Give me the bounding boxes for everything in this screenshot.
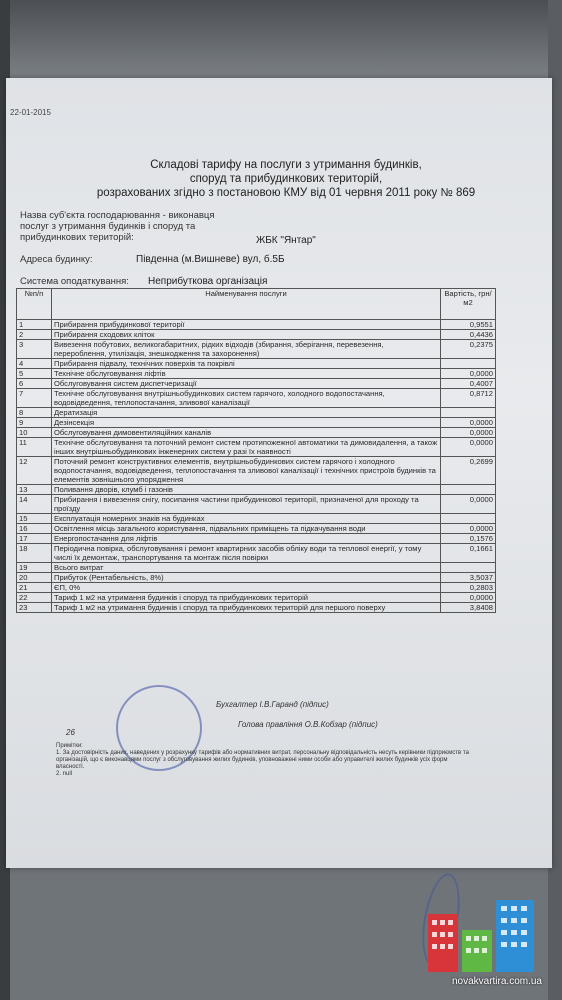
row-service-name: Дезінсекція [52, 418, 441, 428]
row-cost [441, 359, 496, 369]
watermark: novakvartira.com.ua [451, 976, 542, 987]
title-line-3: розрахованих згідно з постановою КМУ від 01 червня 2011 року № 869 [96, 187, 476, 199]
header-cost: Вартість, грн/м2 [441, 289, 496, 320]
row-number: 18 [17, 544, 52, 563]
table-row [17, 563, 496, 573]
footnotes [56, 743, 476, 778]
table-row [17, 418, 496, 428]
accountant-signature: Бухгалтер І.В.Гаранд (підпис) [216, 700, 329, 709]
table-row [17, 408, 496, 418]
row-cost: 0,0000 [441, 593, 496, 603]
table-row [17, 593, 496, 603]
table-row [17, 457, 496, 485]
tax-system-label: Система оподаткування: [20, 276, 129, 287]
row-service-name: Технічне обслуговування ліфтів [52, 369, 441, 379]
row-service-name: Прибирання сходових кліток [52, 330, 441, 340]
title-line-1: Складові тарифу на послуги з утримання будинків, [150, 159, 422, 171]
row-service-name: Освітлення місць загального користування, підвальних приміщень та підкачування води [52, 524, 441, 534]
chairman-signature: Голова правління О.В.Кобзар (підпис) [238, 720, 378, 729]
row-number: 6 [17, 379, 52, 389]
row-number: 19 [17, 563, 52, 573]
row-cost: 0,4436 [441, 330, 496, 340]
row-cost: 0,2803 [441, 583, 496, 593]
table-row [17, 438, 496, 457]
row-number: 16 [17, 524, 52, 534]
row-cost: 3,8408 [441, 603, 496, 613]
row-cost: 0,1576 [441, 534, 496, 544]
row-service-name: Прибуток (Рентабельність, 8%) [52, 573, 441, 583]
signature-date: 26 [66, 728, 75, 737]
row-cost: 0,0000 [441, 438, 496, 457]
row-service-name: Періодична повірка, обслуговування і ремонт квартирних засобів обліку води та теплової енергії, у тому числі їх демонтаж, транспортування та монтаж після повірки [52, 544, 441, 563]
row-number: 15 [17, 514, 52, 524]
row-cost: 0,4007 [441, 379, 496, 389]
row-cost: 0,8712 [441, 389, 496, 408]
row-service-name: Технічне обслуговування внутрішньобудинкових систем гарячого, холодного водопостачання, водовідведення, теплопостачання, зливової каналізації [52, 389, 441, 408]
row-cost: 0,9551 [441, 320, 496, 330]
row-service-name: Обслуговування димовентиляційних каналів [52, 428, 441, 438]
table-row [17, 573, 496, 583]
row-number: 1 [17, 320, 52, 330]
row-service-name: Обслуговування систем диспетчеризації [52, 379, 441, 389]
org-label: Назва суб'єкта господарювання - виконавця послуг з утримання будинків і споруд та прибудинкових територій: [20, 210, 215, 243]
row-cost [441, 408, 496, 418]
row-number: 8 [17, 408, 52, 418]
row-number: 13 [17, 485, 52, 495]
table-row [17, 495, 496, 514]
address-value: Південна (м.Вишневе) вул, б.5Б [136, 254, 285, 265]
table-row [17, 379, 496, 389]
table-row [17, 524, 496, 534]
table-row [17, 359, 496, 369]
row-number: 17 [17, 534, 52, 544]
row-cost: 0,2699 [441, 457, 496, 485]
row-service-name: Прибирання і вивезення снігу, посипання частини прибудинкової території, призначеної для проходу та проїзду [52, 495, 441, 514]
tax-system-value: Неприбуткова організація [148, 276, 268, 287]
row-service-name: Прибирання підвалу, технічних поверхів та покрівлі [52, 359, 441, 369]
row-cost: 0,0000 [441, 369, 496, 379]
row-number: 21 [17, 583, 52, 593]
table-row [17, 603, 496, 613]
print-date: 22-01-2015 [10, 108, 51, 117]
row-cost: 0,0000 [441, 418, 496, 428]
row-service-name: Поточний ремонт конструктивних елементів, внутрішньобудинкових систем гарячого і холодного водопостачання, водовідведення, теплопостачання та зливової каналізації і технічних пристроїв будинків та елементів зовнішнього упорядження [52, 457, 441, 485]
row-number: 14 [17, 495, 52, 514]
row-service-name: Технічне обслуговування та поточний ремонт систем протипожежної автоматики та димовидалення, а також інших внутрішньобудинкових інженерних систем у разі їх наявності [52, 438, 441, 457]
table-row [17, 544, 496, 563]
row-cost [441, 514, 496, 524]
row-number: 5 [17, 369, 52, 379]
row-number: 22 [17, 593, 52, 603]
row-number: 9 [17, 418, 52, 428]
table-row [17, 534, 496, 544]
table-row [17, 389, 496, 408]
table-row [17, 583, 496, 593]
row-cost: 3,5037 [441, 573, 496, 583]
tariff-table [16, 288, 496, 613]
table-row [17, 340, 496, 359]
org-value: ЖБК "Янтар" [256, 235, 316, 246]
row-cost [441, 563, 496, 573]
row-cost: 0,1661 [441, 544, 496, 563]
site-logo [422, 900, 542, 975]
row-cost: 0,0000 [441, 495, 496, 514]
row-number: 4 [17, 359, 52, 369]
row-service-name: Прибирання прибудинкової території [52, 320, 441, 330]
table-row [17, 514, 496, 524]
table-row [17, 428, 496, 438]
header-number: №п/п [17, 289, 52, 320]
row-service-name: Вивезення побутових, великогабаритних, рідких відходів (збирання, зберігання, перевезення, перероблення, утилізація, знешкодження та захоронення) [52, 340, 441, 359]
header-service-name: Найменування послуги [52, 289, 441, 320]
row-service-name: Дератизація [52, 408, 441, 418]
row-service-name: ЄП, 0% [52, 583, 441, 593]
table-row [17, 330, 496, 340]
table-row [17, 320, 496, 330]
address-label: Адреса будинку: [20, 254, 93, 265]
row-number: 7 [17, 389, 52, 408]
row-service-name: Всього витрат [52, 563, 441, 573]
note-2: 2. null [56, 771, 73, 777]
row-number: 23 [17, 603, 52, 613]
row-cost: 0,2375 [441, 340, 496, 359]
row-number: 12 [17, 457, 52, 485]
note-1: 1. За достовірність даних, наведених у розрахунку тарифів або нормативних витрат, персональну відповідальність несуть керівники підприємств та організацій, що є виконавцями послуг з обслуговування жилих будинків, уповноважені ними особи або управителі жилих будинків усіх форм власності. [56, 750, 469, 770]
table-row [17, 369, 496, 379]
row-number: 2 [17, 330, 52, 340]
row-cost [441, 485, 496, 495]
row-service-name: Поливання дворів, клумб і газонів [52, 485, 441, 495]
row-cost: 0,0000 [441, 524, 496, 534]
row-number: 3 [17, 340, 52, 359]
row-number: 20 [17, 573, 52, 583]
row-cost: 0,0000 [441, 428, 496, 438]
notes-title: Примітки: [56, 743, 83, 749]
table-row [17, 485, 496, 495]
row-number: 10 [17, 428, 52, 438]
title-line-2: споруд та прибудинкових територій, [189, 173, 383, 185]
table-header-row [17, 289, 496, 320]
tariff-notice-sheet [6, 78, 552, 868]
row-service-name: Тариф 1 м2 на утримання будинків і споруд та прибудинкових територій [52, 593, 441, 603]
row-service-name: Тариф 1 м2 на утримання будинків і споруд та прибудинкових територій для першого поверху [52, 603, 441, 613]
row-number: 11 [17, 438, 52, 457]
row-service-name: Енергопостачання для ліфтів [52, 534, 441, 544]
table-body [17, 320, 496, 613]
document-title [66, 158, 506, 200]
row-service-name: Експлуатація номерних знаків на будинках [52, 514, 441, 524]
